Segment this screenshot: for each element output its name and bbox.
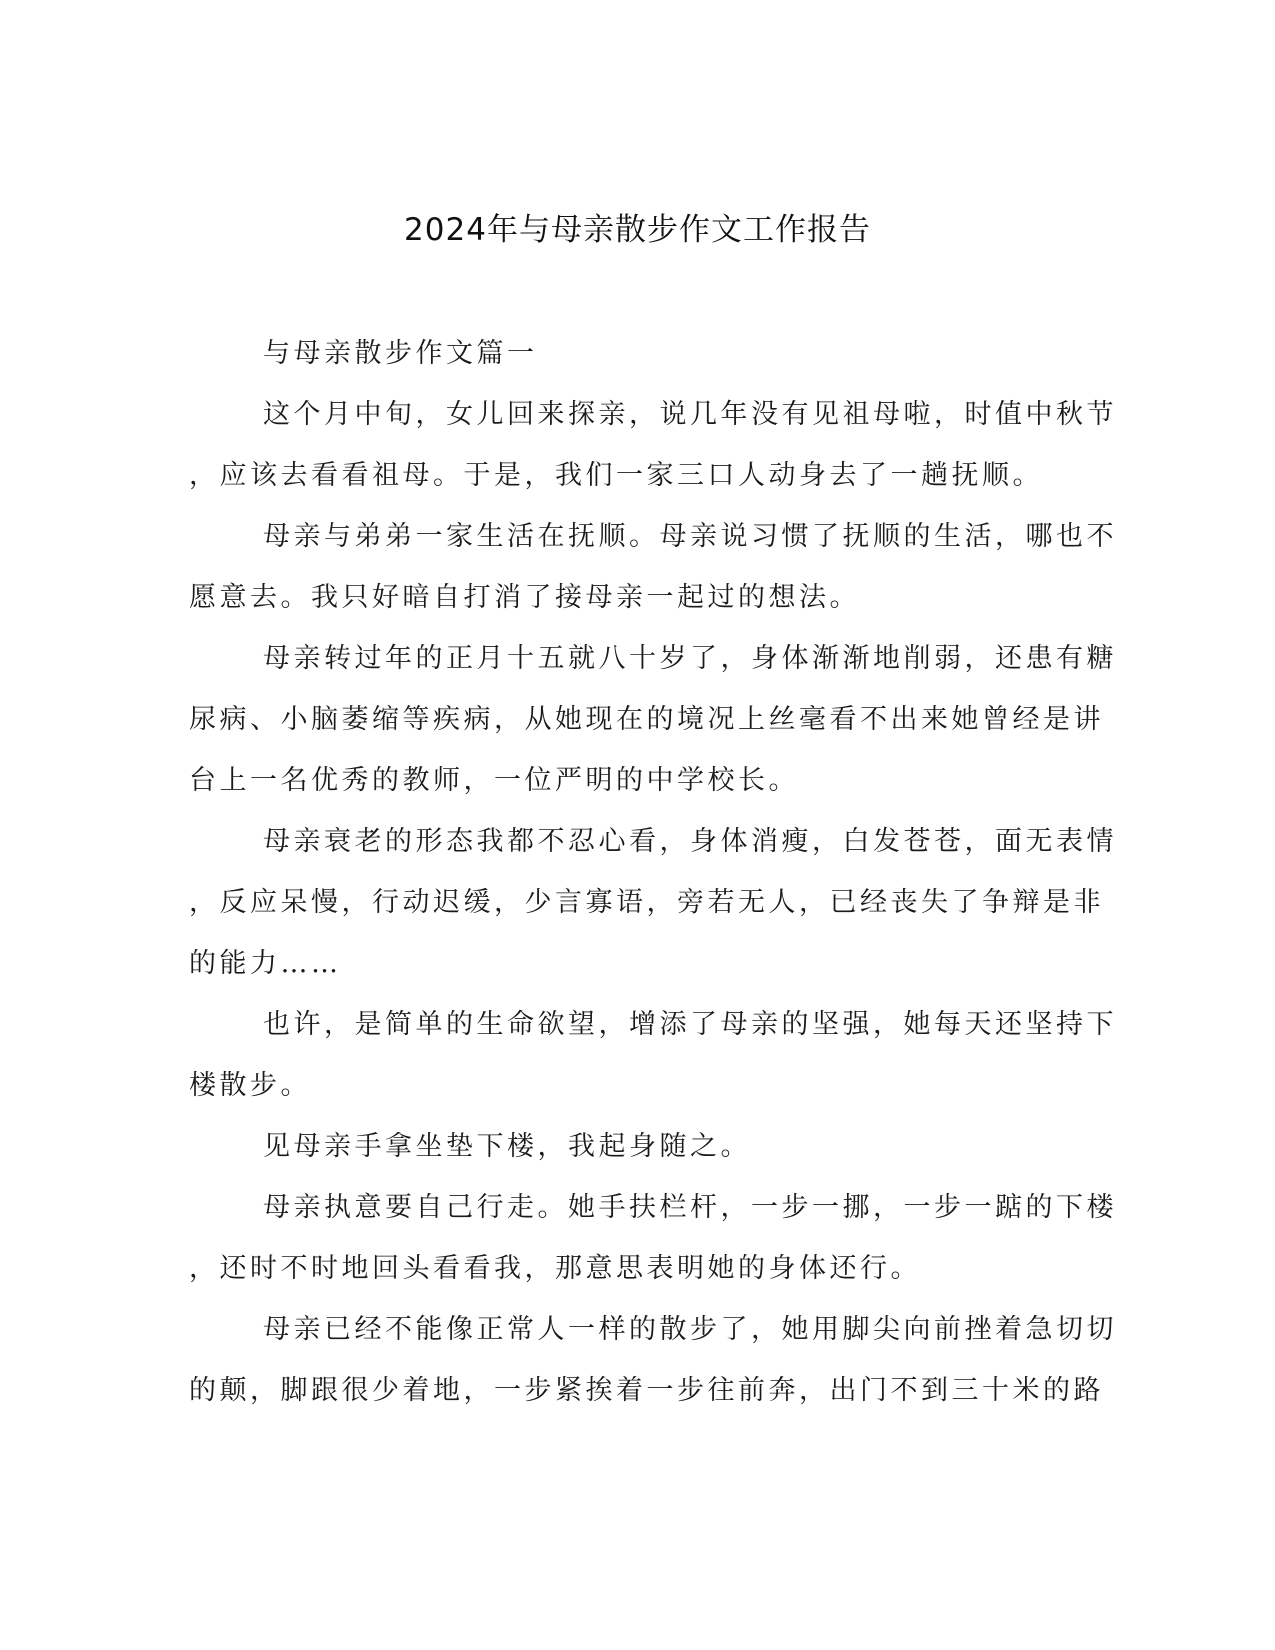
paragraph-line: 母亲与弟弟一家生活在抚顺。母亲说习惯了抚顺的生活，哪也不 — [263, 521, 1117, 552]
paragraph-line: ，应该去看看祖母。于是，我们一家三口人动身去了一趟抚顺。 — [189, 460, 1043, 491]
paragraph-line: 台上一名优秀的教师，一位严明的中学校长。 — [189, 765, 799, 796]
paragraph-line: 母亲执意要自己行走。她手扶栏杆，一步一挪，一步一踮的下楼 — [263, 1192, 1117, 1223]
paragraph-line: ，反应呆慢，行动迟缓，少言寡语，旁若无人，已经丧失了争辩是非 — [189, 887, 1104, 918]
paragraph-line: 的颠，脚跟很少着地，一步紧挨着一步往前奔，出门不到三十米的路 — [189, 1375, 1104, 1406]
paragraph-line: 这个月中旬，女儿回来探亲，说几年没有见祖母啦，时值中秋节 — [263, 399, 1117, 430]
paragraph-line: 愿意去。我只好暗自打消了接母亲一起过的想法。 — [189, 582, 860, 613]
paragraph-line: 母亲已经不能像正常人一样的散步了，她用脚尖向前挫着急切切 — [263, 1314, 1117, 1345]
document-body — [189, 334, 1117, 1432]
document-title: 2024年与母亲散步作文工作报告 — [404, 212, 871, 248]
paragraph-line: 母亲转过年的正月十五就八十岁了，身体渐渐地削弱，还患有糖 — [263, 643, 1117, 674]
paragraph-line: 也许，是简单的生命欲望，增添了母亲的坚强，她每天还坚持下 — [263, 1009, 1117, 1040]
section-heading: 与母亲散步作文篇一 — [263, 338, 538, 369]
paragraph-line: 见母亲手拿坐垫下楼，我起身随之。 — [263, 1131, 751, 1162]
paragraph-line: ，还时不时地回头看看我，那意思表明她的身体还行。 — [189, 1253, 921, 1284]
paragraph-line: 母亲衰老的形态我都不忍心看，身体消瘦，白发苍苍，面无表情 — [263, 826, 1117, 857]
paragraph-line: 尿病、小脑萎缩等疾病，从她现在的境况上丝毫看不出来她曾经是讲 — [189, 704, 1104, 735]
paragraph-line: 的能力…… — [189, 948, 342, 979]
paragraph-line: 楼散步。 — [189, 1070, 311, 1101]
